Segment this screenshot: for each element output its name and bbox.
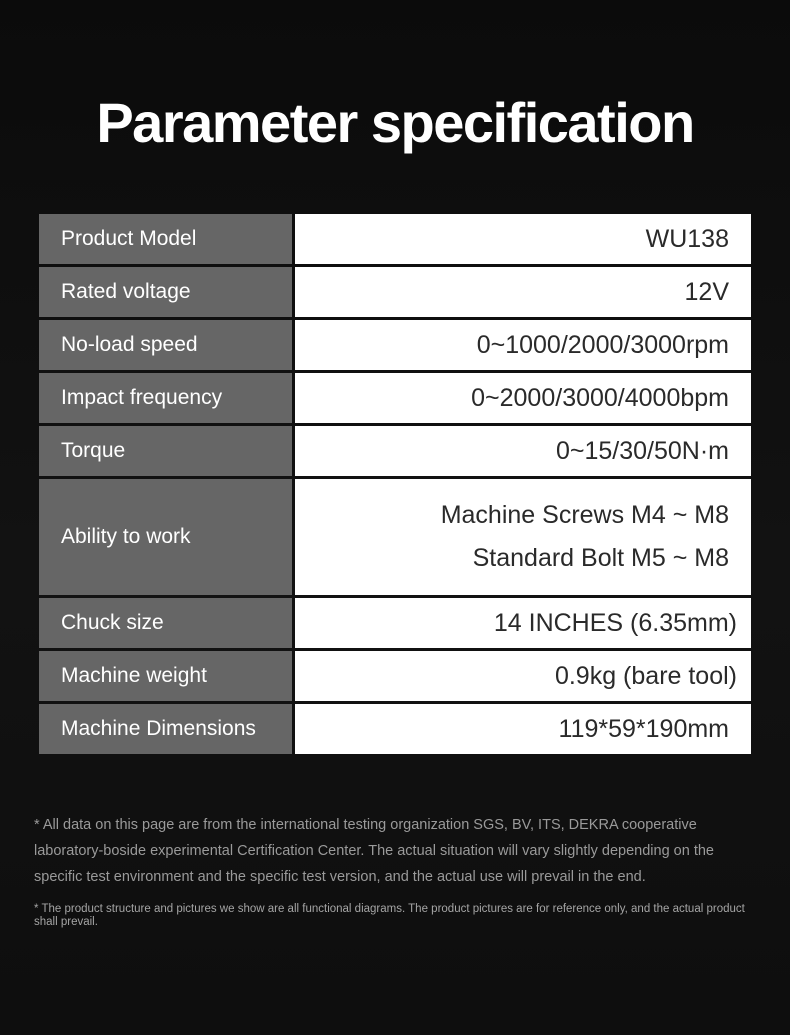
- spec-value: [295, 320, 751, 370]
- spec-value: [295, 598, 751, 648]
- spec-value-line: Standard Bolt M5 ~ M8: [472, 544, 729, 572]
- spec-value-line: 119*59*190mm: [558, 714, 729, 743]
- spec-label: Rated voltage: [39, 267, 292, 317]
- spec-value: [295, 267, 751, 317]
- spec-value-line: 0~1000/2000/3000rpm: [476, 330, 729, 359]
- spec-row-machine-dimensions: [39, 704, 751, 754]
- spec-label: Chuck size: [39, 598, 292, 648]
- spec-row-ability-to-work: [39, 479, 751, 595]
- spec-value-line: 14 INCHES (6.35mm): [493, 608, 737, 637]
- spec-row-rated-voltage: [39, 267, 751, 317]
- spec-value-line: WU138: [645, 224, 729, 253]
- spec-value: [295, 704, 751, 754]
- footnote-reference: * The product structure and pictures we show are all functional diagrams. The product pictures are for reference only, and the actual product shall prevail.: [34, 903, 745, 928]
- page-title: Parameter specification: [96, 91, 694, 154]
- spec-row-chuck-size: [39, 598, 751, 648]
- spec-value-line: 0~2000/3000/4000bpm: [471, 383, 729, 412]
- spec-label: Machine weight: [39, 651, 292, 701]
- spec-value: [295, 651, 751, 701]
- spec-value-line: Machine Screws M4 ~ M8: [440, 501, 729, 529]
- spec-row-product-model: [39, 214, 751, 264]
- spec-value: [295, 214, 751, 264]
- footnote-disclaimer: * All data on this page are from the international testing organization SGS, BV, ITS, DEKRA cooperative laboratory-boside experimental Certification Center. The actual situation will vary slightly depending on the specific test environment and the specific test version, and the actual use will prevail in the end.: [34, 817, 714, 885]
- spec-label: Product Model: [39, 214, 292, 264]
- spec-label: Machine Dimensions: [39, 704, 292, 754]
- spec-value: [295, 479, 751, 595]
- spec-value-line: 0.9kg (bare tool): [554, 661, 737, 690]
- spec-row-no-load-speed: [39, 320, 751, 370]
- spec-label: Ability to work: [39, 479, 292, 595]
- spec-table: [39, 214, 751, 757]
- spec-row-machine-weight: [39, 651, 751, 701]
- spec-value: [295, 426, 751, 476]
- spec-value-line: 12V: [684, 277, 729, 306]
- spec-row-impact-frequency: [39, 373, 751, 423]
- spec-label: Torque: [39, 426, 292, 476]
- spec-label: No-load speed: [39, 320, 292, 370]
- spec-value: [295, 373, 751, 423]
- spec-label: Impact frequency: [39, 373, 292, 423]
- spec-row-torque: [39, 426, 751, 476]
- spec-value-line: 0~15/30/50N·m: [555, 436, 729, 465]
